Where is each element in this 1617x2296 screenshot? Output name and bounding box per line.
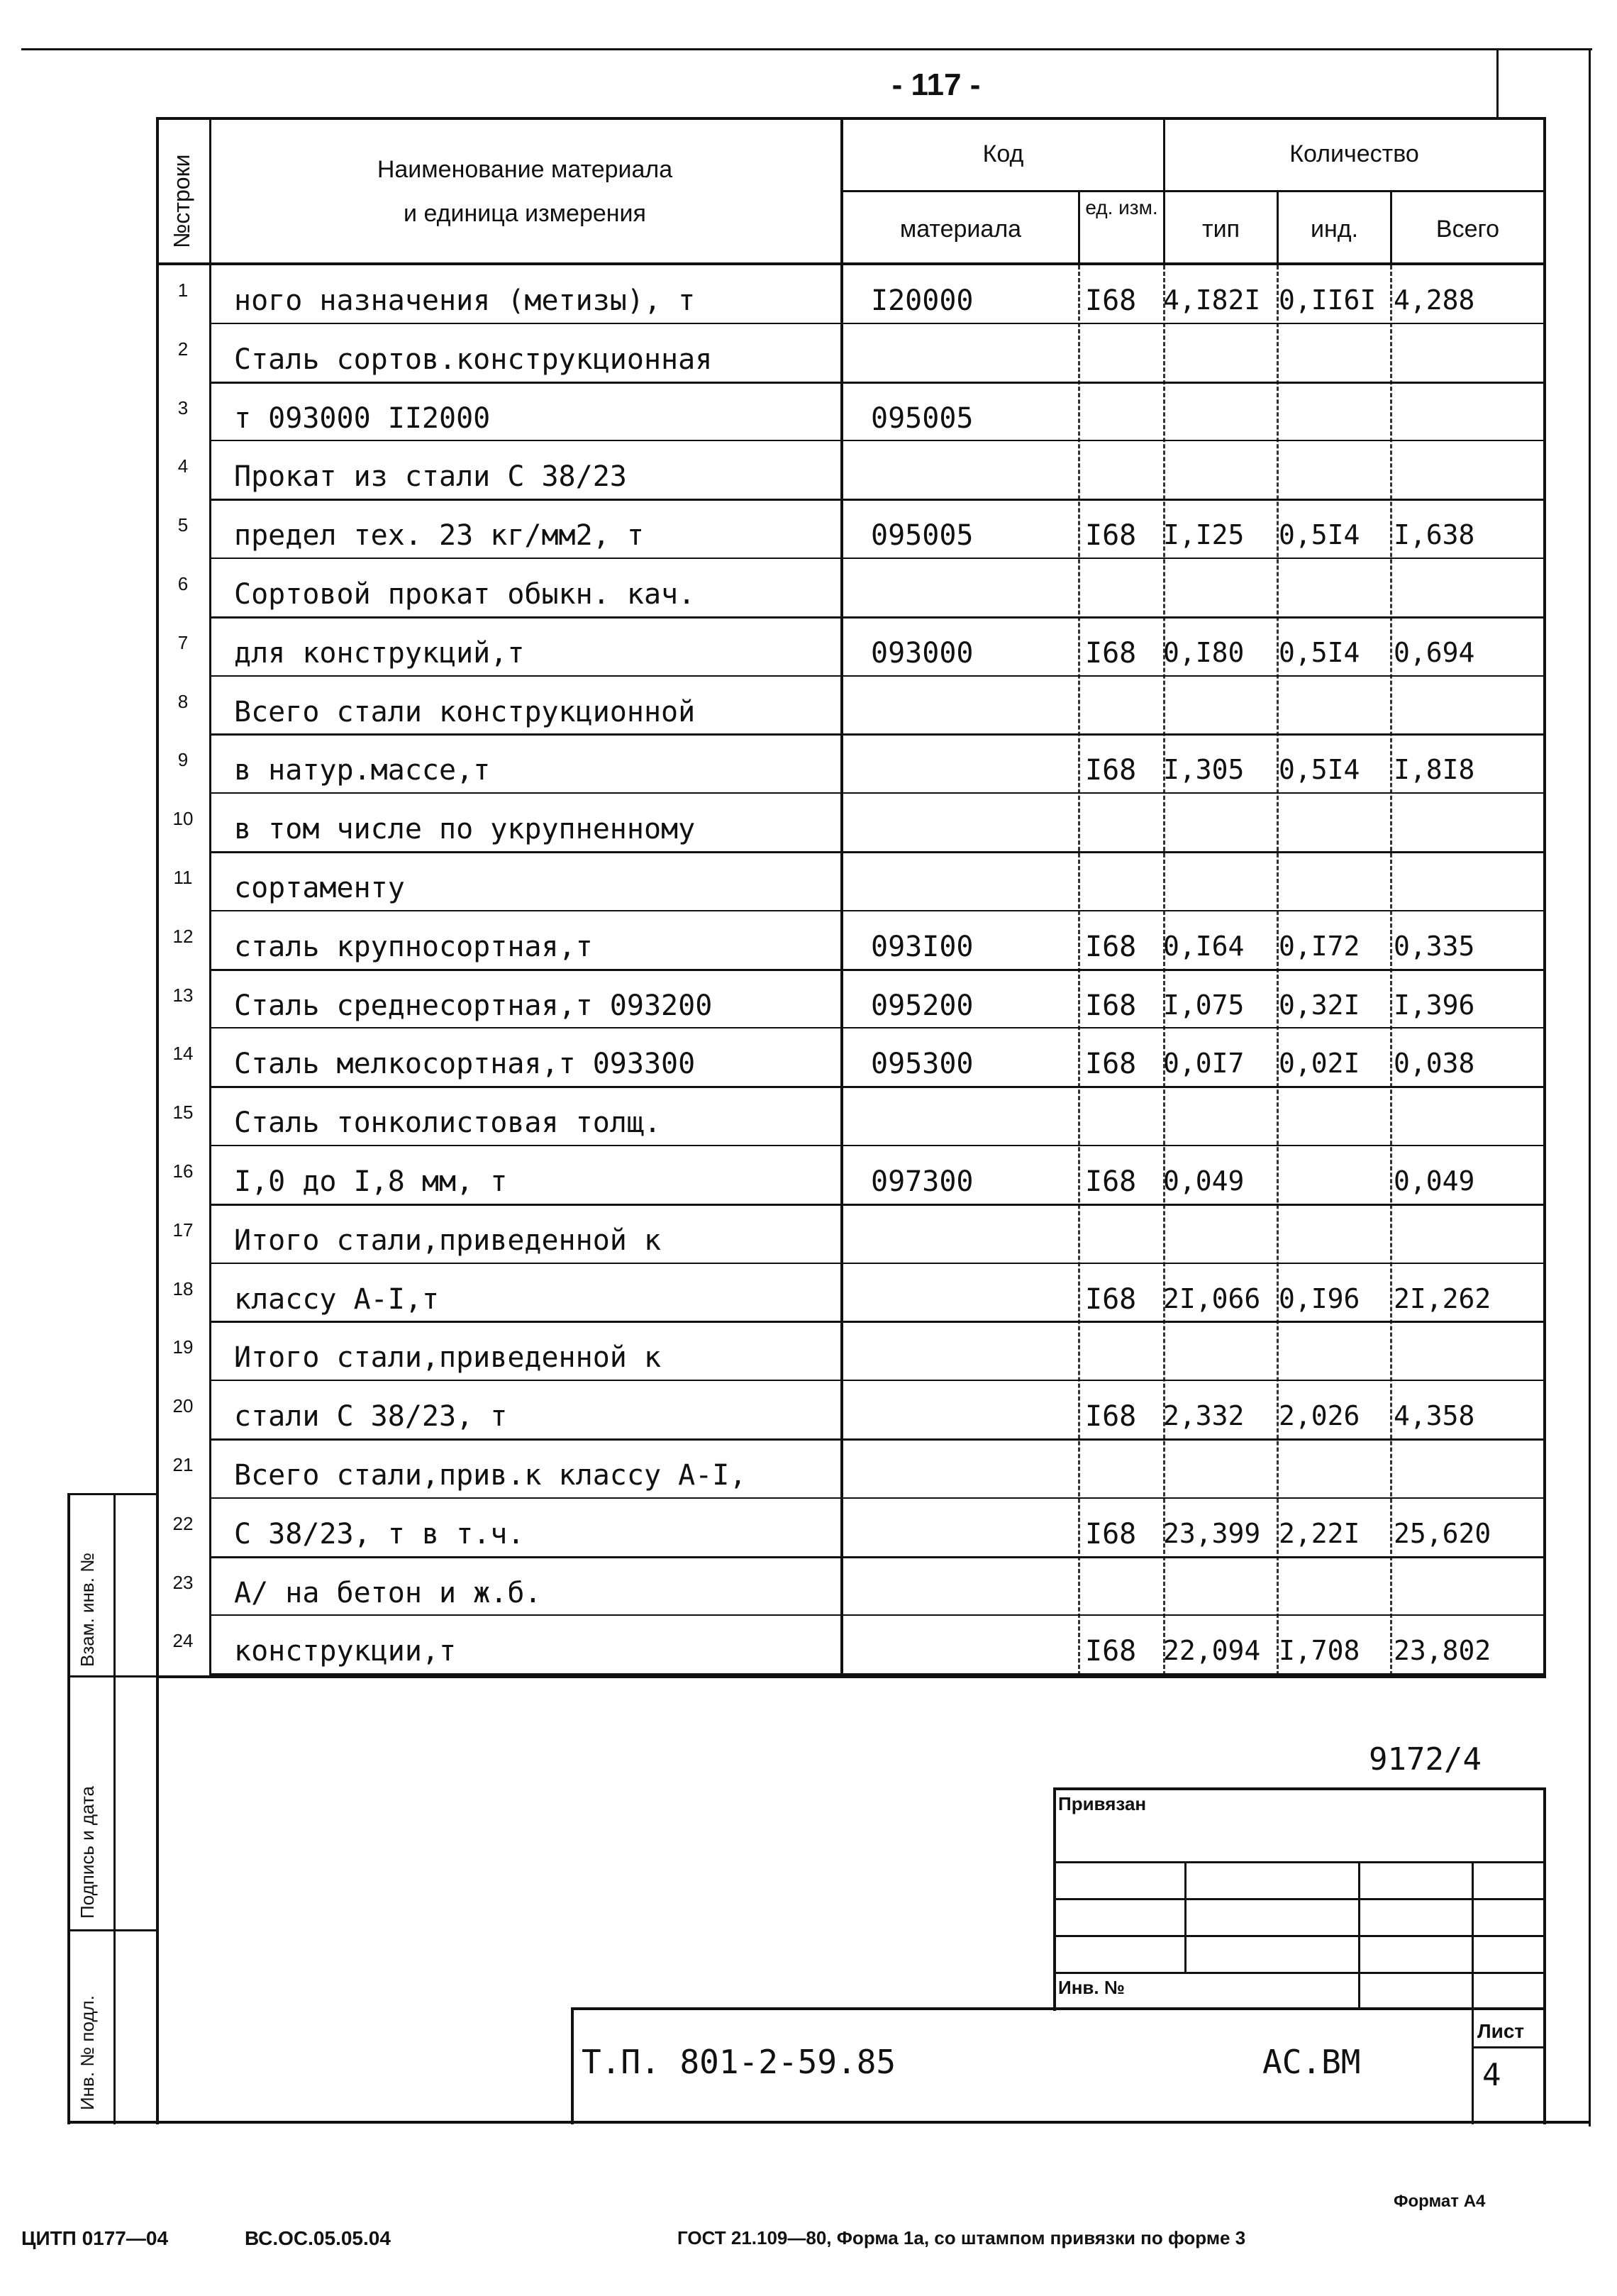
header-total: Всего xyxy=(1435,216,1500,243)
row-number: 18 xyxy=(172,1277,194,1299)
side-frame-div2 xyxy=(67,1675,156,1677)
row-tip: 22,094 xyxy=(1163,1635,1261,1667)
stamp-list-mid xyxy=(1472,2046,1546,2048)
row-unit: I68 xyxy=(1085,754,1137,787)
header-code-unit: ед. изм. xyxy=(1085,196,1158,218)
header-name-sub: и единица измерения xyxy=(404,200,646,227)
stamp-privyazan: Привязан xyxy=(1058,1793,1147,1814)
row-line xyxy=(209,1497,1546,1499)
header-tip: тип xyxy=(1202,216,1240,243)
row-unit: I68 xyxy=(1085,1282,1137,1316)
row-line xyxy=(209,1556,1546,1558)
row-total: 0,038 xyxy=(1394,1048,1475,1080)
row-tip: 2I,066 xyxy=(1163,1282,1261,1314)
row-name: Сталь среднесортная,т 093200 xyxy=(234,989,713,1022)
row-ind: 0,32I xyxy=(1279,989,1360,1021)
row-code: 093I00 xyxy=(871,930,974,963)
row-ind: 0,II6I xyxy=(1279,284,1377,316)
right-border xyxy=(1589,48,1591,2126)
row-line xyxy=(209,1380,1546,1381)
row-number: 7 xyxy=(177,631,189,653)
row-tip: I,075 xyxy=(1163,989,1245,1021)
row-line xyxy=(209,1614,1546,1616)
stamp-v2 xyxy=(1358,1861,1360,2010)
header-code: Код xyxy=(982,140,1024,167)
row-name: Прокат из стали С 38/23 xyxy=(234,460,627,494)
row-line xyxy=(209,323,1546,324)
row-number: 22 xyxy=(172,1512,194,1534)
row-number: 17 xyxy=(172,1219,194,1241)
row-number: 14 xyxy=(172,1043,194,1065)
row-unit: I68 xyxy=(1085,989,1137,1022)
row-name: сортаменту xyxy=(234,872,405,904)
side-label-vzam: Взам. инв. № xyxy=(77,1552,98,1667)
stamp-main-left xyxy=(571,2007,574,2124)
row-line xyxy=(209,1438,1546,1441)
stamp-v1 xyxy=(1184,1861,1187,1972)
row-total: I,396 xyxy=(1394,989,1475,1021)
row-line xyxy=(209,969,1546,971)
row-total: 0,049 xyxy=(1394,1165,1475,1197)
row-name: стали С 38/23, т xyxy=(234,1400,508,1433)
row-name: Сталь мелкосортная,т 093300 xyxy=(234,1048,696,1081)
row-line xyxy=(209,1204,1546,1206)
row-unit: I68 xyxy=(1085,1517,1137,1551)
row-tip: I,I25 xyxy=(1163,519,1245,551)
row-number: 11 xyxy=(173,867,193,888)
row-number: 10 xyxy=(172,808,194,830)
row-number: 1 xyxy=(177,279,189,301)
row-tip: 0,0I7 xyxy=(1163,1048,1245,1080)
side-label-inv-podl: Инв. № подл. xyxy=(77,1995,98,2110)
row-number: 19 xyxy=(172,1336,194,1358)
row-number: 12 xyxy=(172,925,194,947)
stamp-list-left xyxy=(1472,2007,1474,2124)
page-number: - 117 - xyxy=(891,67,981,102)
header-code-material: материала xyxy=(899,216,1022,243)
header-sub-line xyxy=(840,190,1546,192)
row-name: предел тех. 23 кг/мм2, т xyxy=(234,519,644,553)
col-name-line xyxy=(840,117,843,1677)
row-name: Итого стали,приведенной к xyxy=(234,1224,662,1257)
row-name: в натур.массе,т xyxy=(234,754,491,787)
row-total: 4,288 xyxy=(1394,284,1475,316)
doc-code: 9172/4 xyxy=(1369,1741,1482,1778)
row-unit: I68 xyxy=(1085,1048,1137,1081)
footer-gost: ГОСТ 21.109—80, Форма 1а, со штампом привязки по форме 3 xyxy=(677,2227,1246,2248)
header-name: Наименование материала xyxy=(377,156,673,183)
row-line xyxy=(209,1086,1546,1088)
row-tip: 4,I82I xyxy=(1163,284,1261,316)
row-tip: 0,049 xyxy=(1163,1165,1245,1197)
row-line xyxy=(209,382,1546,384)
row-ind: 0,5I4 xyxy=(1279,636,1360,668)
row-tip: I,305 xyxy=(1163,754,1245,786)
row-name: т 093000 II2000 xyxy=(234,401,491,435)
footer-format: Формат А4 xyxy=(1394,2192,1486,2211)
header-bottom xyxy=(156,262,1546,265)
row-unit: I68 xyxy=(1085,1400,1137,1433)
row-total: 25,620 xyxy=(1394,1517,1491,1549)
row-line xyxy=(209,499,1546,501)
right-border-top xyxy=(1496,48,1499,119)
row-total: I,638 xyxy=(1394,519,1475,551)
stamp-list-no: 4 xyxy=(1482,2057,1501,2093)
row-ind: 2,026 xyxy=(1279,1400,1360,1432)
left-frame xyxy=(156,117,159,2124)
row-total: I,8I8 xyxy=(1394,754,1475,786)
row-tip: 2,332 xyxy=(1163,1400,1245,1432)
row-line xyxy=(209,910,1546,911)
stamp-list-label: Лист xyxy=(1477,2020,1525,2042)
row-ind: 0,5I4 xyxy=(1279,519,1360,551)
row-line xyxy=(209,1263,1546,1264)
table-bottom xyxy=(156,1675,1546,1678)
row-total: 2I,262 xyxy=(1394,1282,1491,1314)
row-number: 6 xyxy=(177,573,189,594)
row-number: 9 xyxy=(177,749,189,771)
row-line xyxy=(209,440,1546,441)
row-code: 095005 xyxy=(871,519,974,553)
row-total: 4,358 xyxy=(1394,1400,1475,1432)
row-code: 095300 xyxy=(871,1048,974,1081)
row-line xyxy=(209,1321,1546,1323)
row-ind: 0,02I xyxy=(1279,1048,1360,1080)
header-ind: инд. xyxy=(1310,216,1359,243)
row-number: 16 xyxy=(172,1160,194,1182)
row-code: 097300 xyxy=(871,1165,974,1198)
side-frame-div1 xyxy=(67,1493,156,1495)
row-ind: 0,5I4 xyxy=(1279,754,1360,786)
side-frame-col xyxy=(113,1493,116,2124)
row-number: 13 xyxy=(172,984,194,1006)
row-ind: I,708 xyxy=(1279,1635,1360,1667)
row-line xyxy=(209,1145,1546,1146)
row-name: С 38/23, т в т.ч. xyxy=(234,1517,525,1551)
row-number: 21 xyxy=(172,1454,194,1475)
col-num-line xyxy=(209,117,211,1677)
row-name: Итого стали,приведенной к xyxy=(234,1341,662,1375)
stamp-mark: АС.ВМ xyxy=(1262,2043,1361,2081)
side-frame-div3 xyxy=(67,1929,156,1931)
row-number: 23 xyxy=(172,1571,194,1593)
row-name: Всего стали конструкционной xyxy=(234,695,696,728)
row-number: 2 xyxy=(177,338,189,360)
row-name: I,0 до I,8 мм, т xyxy=(234,1165,508,1198)
row-name: А/ на бетон и ж.б. xyxy=(234,1576,542,1609)
row-line xyxy=(209,792,1546,794)
stamp-main-top xyxy=(571,2007,1546,2010)
header-row-no: №строки xyxy=(169,154,194,248)
row-line xyxy=(209,851,1546,853)
row-name: Сортовой прокат обыкн. кач. xyxy=(234,578,696,611)
row-tip: 23,399 xyxy=(1163,1517,1261,1549)
table-right xyxy=(1543,117,1546,1677)
row-number: 20 xyxy=(172,1395,194,1417)
row-line xyxy=(209,1673,1546,1675)
row-unit: I68 xyxy=(1085,1165,1137,1198)
row-total: 23,802 xyxy=(1394,1635,1491,1667)
row-ind: 0,I96 xyxy=(1279,1282,1360,1314)
bottom-frame xyxy=(67,2121,1589,2124)
stamp-right xyxy=(1543,1787,1546,2124)
row-number: 4 xyxy=(177,455,189,477)
row-name: классу А-I,т xyxy=(234,1282,439,1316)
row-line xyxy=(209,1027,1546,1028)
table-top xyxy=(156,117,1546,120)
row-tip: 0,I64 xyxy=(1163,930,1245,962)
row-number: 15 xyxy=(172,1102,194,1124)
row-code: 095200 xyxy=(871,989,974,1022)
row-unit: I68 xyxy=(1085,284,1137,317)
row-code: 095005 xyxy=(871,401,974,435)
footer-left2: ВС.ОС.05.05.04 xyxy=(245,2227,391,2249)
row-total: 0,335 xyxy=(1394,930,1475,962)
row-name: ного назначения (метизы), т xyxy=(234,284,696,317)
row-ind: 0,I72 xyxy=(1279,930,1360,962)
row-unit: I68 xyxy=(1085,1635,1137,1668)
row-unit: I68 xyxy=(1085,930,1137,963)
row-unit: I68 xyxy=(1085,519,1137,553)
footer-left1: ЦИТП 0177—04 xyxy=(21,2227,169,2249)
row-name: Сталь сортов.конструкционная xyxy=(234,343,713,376)
row-name: для конструкций,т xyxy=(234,636,525,670)
stamp-top xyxy=(1053,1787,1546,1790)
row-line xyxy=(209,558,1546,559)
row-number: 24 xyxy=(172,1630,194,1652)
row-name: конструкции,т xyxy=(234,1635,457,1668)
row-ind: 2,22I xyxy=(1279,1517,1360,1549)
top-border xyxy=(21,48,1592,50)
row-number: 5 xyxy=(177,514,189,536)
row-tip: 0,I80 xyxy=(1163,636,1245,668)
row-name: Сталь тонколистовая толщ. xyxy=(234,1107,662,1140)
row-name: сталь крупносортная,т xyxy=(234,930,593,963)
stamp-v3 xyxy=(1472,1861,1474,2010)
side-label-podpis: Подпись и дата xyxy=(77,1785,98,1919)
row-total: 0,694 xyxy=(1394,636,1475,668)
stamp-project: Т.П. 801-2-59.85 xyxy=(582,2043,896,2081)
row-line xyxy=(209,616,1546,619)
row-number: 8 xyxy=(177,690,189,712)
stamp-inv-no: Инв. № xyxy=(1058,1977,1125,1998)
row-name: Всего стали,прив.к классу А-I, xyxy=(234,1459,747,1492)
row-line xyxy=(209,675,1546,677)
side-frame-left xyxy=(67,1493,70,2124)
row-code: I20000 xyxy=(871,284,974,317)
row-unit: I68 xyxy=(1085,636,1137,670)
row-code: 093000 xyxy=(871,636,974,670)
row-line xyxy=(209,733,1546,736)
row-name: в том числе по укрупненному xyxy=(234,813,696,846)
row-number: 3 xyxy=(177,396,189,418)
header-quantity: Количество xyxy=(1289,140,1419,167)
